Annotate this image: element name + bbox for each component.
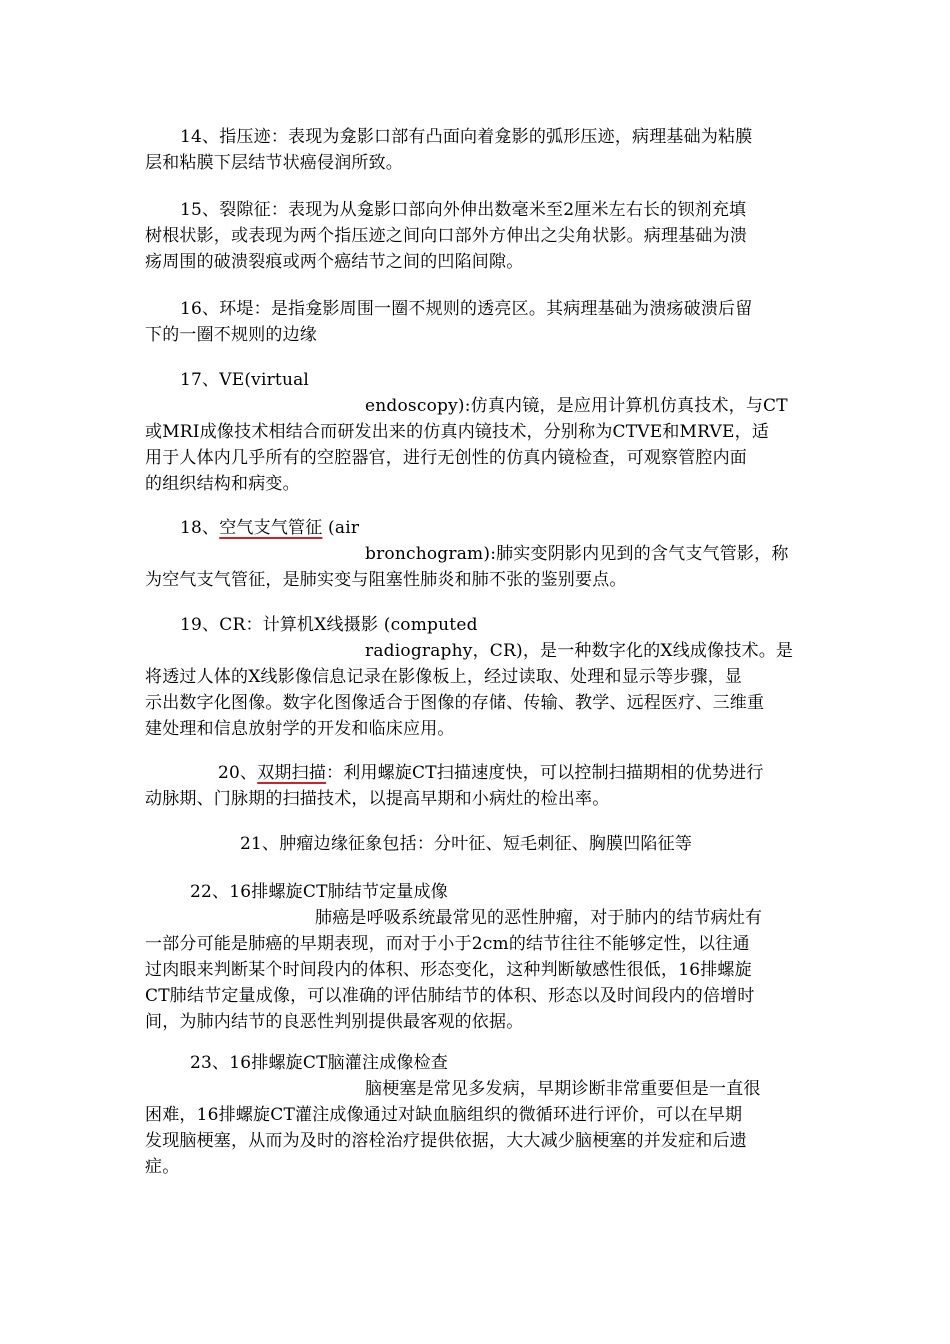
paragraph-19-line-1: 19、CR：计算机X线摄影 (computed	[180, 615, 478, 635]
paragraph-22-line-3: 一部分可能是肺癌的早期表现，而对于小于2cm的结节往往不能够定性，以往通	[145, 934, 750, 954]
paragraph-23-line-5: 症。	[145, 1157, 180, 1177]
paragraph-22-line-1: 22、16排螺旋CT肺结节定量成像	[190, 882, 449, 902]
paragraph-17-line-3: 或MRI成像技术相结合而研发出来的仿真内镜技术，分别称为CTVE和MRVE，适	[145, 422, 770, 442]
paragraph-17-line-1: 17、VE(virtual	[180, 370, 310, 390]
paragraph-17-line-5: 的组织结构和病变。	[145, 474, 300, 494]
paragraph-23-line-4: 发现脑梗塞，从而为及时的溶栓治疗提供依据，大大减少脑梗塞的并发症和后遗	[145, 1131, 747, 1151]
paragraph-16-line-2: 下的一圈不规则的边缘	[145, 325, 317, 345]
paragraph-16-line-1: 16、环堤：是指龛影周围一圈不规则的透亮区。其病理基础为溃疡破溃后留	[180, 299, 753, 319]
paragraph-18-line-2: bronchogram):肺实变阴影内见到的含气支气管影，称	[365, 544, 789, 564]
paragraph-18-line-3: 为空气支气管征，是肺实变与阻塞性肺炎和肺不张的鉴别要点。	[145, 570, 627, 590]
paragraph-22-line-4: 过肉眼来判断某个时间段内的体积、形态变化，这种判断敏感性很低，16排螺旋	[145, 960, 752, 980]
term-dual-phase-scan: 双期扫描	[257, 763, 327, 783]
paragraph-19-line-3: 将透过人体的X线影像信息记录在影像板上，经过读取、处理和显示等步骤，显	[145, 667, 743, 687]
paragraph-21-line-1: 21、肿瘤边缘征象包括：分叶征、短毛刺征、胸膜凹陷征等	[240, 834, 693, 854]
paragraph-20-suffix: ：利用螺旋CT扫描速度快，可以控制扫描期相的优势进行	[326, 763, 764, 783]
paragraph-15-line-1: 15、裂隙征：表现为从龛影口部向外伸出数毫米至2厘米左右长的钡剂充填	[180, 200, 747, 220]
term-air-bronchogram: 空气支气管征	[219, 518, 323, 538]
paragraph-19-line-4: 示出数字化图像。数字化图像适合于图像的存储、传输、教学、远程医疗、三维重	[145, 693, 765, 713]
paragraph-23-line-1: 23、16排螺旋CT脑灌注成像检查	[190, 1053, 449, 1073]
paragraph-19-line-5: 建处理和信息放射学的开发和临床应用。	[145, 719, 455, 739]
paragraph-23-line-3: 困难，16排螺旋CT灌注成像通过对缺血脑组织的微循环进行评价，可以在早期	[145, 1105, 743, 1125]
paragraph-18-suffix: (air	[322, 518, 360, 538]
paragraph-22-line-5: CT肺结节定量成像，可以准确的评估肺结节的体积、形态以及时间段内的倍增时	[145, 986, 755, 1006]
paragraph-23-line-2: 脑梗塞是常见多发病，早期诊断非常重要但是一直很	[365, 1079, 761, 1099]
paragraph-22-line-2: 肺癌是呼吸系统最常见的恶性肿瘤，对于肺内的结节病灶有	[315, 908, 763, 928]
paragraph-15-line-3: 疡周围的破溃裂痕或两个癌结节之间的凹陷间隙。	[145, 252, 524, 272]
paragraph-19-line-2: radiography，CR)，是一种数字化的X线成像技术。是	[365, 641, 794, 661]
paragraph-17-line-4: 用于人体内几乎所有的空腔器官，进行无创性的仿真内镜检查，可观察管腔内面	[145, 448, 747, 468]
paragraph-14-line-1: 14、指压迹：表现为龛影口部有凸面向着龛影的弧形压迹，病理基础为粘膜	[180, 127, 753, 147]
paragraph-18-line-1	[180, 515, 810, 541]
paragraph-14-line-2: 层和粘膜下层结节状癌侵润所致。	[145, 153, 403, 173]
paragraph-20-prefix: 20、	[218, 763, 258, 783]
paragraph-18-prefix: 18、	[180, 518, 220, 538]
paragraph-15-line-2: 树根状影，或表现为两个指压迹之间向口部外方伸出之尖角状影。病理基础为溃	[145, 226, 747, 246]
paragraph-22-line-6: 间，为肺内结节的良恶性判别提供最客观的依据。	[145, 1012, 524, 1032]
paragraph-20-line-1	[218, 760, 813, 786]
paragraph-17-line-2: endoscopy):仿真内镜，是应用计算机仿真技术，与CT	[365, 396, 788, 416]
paragraph-20-line-2: 动脉期、门脉期的扫描技术，以提高早期和小病灶的检出率。	[145, 789, 610, 809]
